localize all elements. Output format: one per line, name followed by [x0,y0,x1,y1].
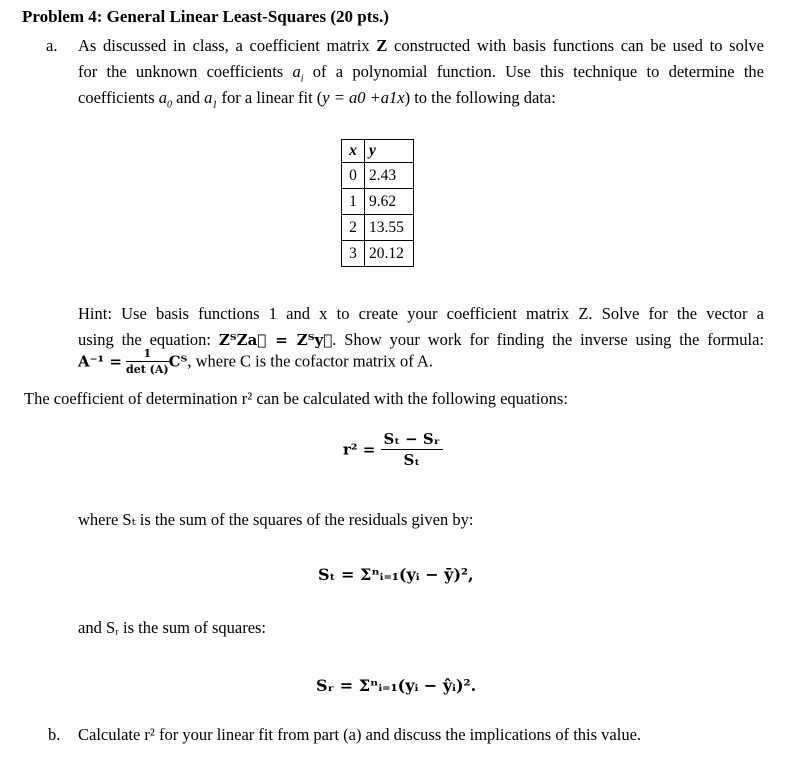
r2-intro: The coefficient of determination r² can be calculated with the following equations: [24,389,568,408]
part-a-label: a. [46,36,58,55]
part-a-line-1: As discussed in class, a coefficient matrix Z constructed with basis functions can be used to solve [78,36,764,55]
table-row [342,215,414,241]
sr-intro: and Sᵣ is the sum of squares: [78,618,267,637]
part-b-label: b. [48,725,61,744]
table-cell-y: 20.12 [365,241,414,267]
r2-fraction: $\frac{\text{Sₜ − Sᵣ}}{\text{Sₜ}}$ [381,430,443,469]
table-cell-x: 0 [342,163,365,189]
table-cell-x: 3 [342,241,365,267]
table-row [342,241,414,267]
st-equation: Sₜ = Σⁿᵢ₌₁(yᵢ − ȳ)², [318,565,474,584]
table-cell-x: 1 [342,189,365,215]
sr-equation: Sᵣ = Σⁿᵢ₌₁(yᵢ − ŷᵢ)². [316,676,477,695]
table-cell-y: 2.43 [365,163,414,189]
normal-equation: ZᵀZa⃗ = Zᵀy⃗ [218,331,333,349]
inverse-fraction: $\frac{1}{\det (A)}$ [126,347,169,376]
matrix-z: Z [376,36,388,55]
hint-line-2: using the equation: ZᵀZa⃗ = Zᵀy⃗. Show your work for finding the inverse using the formula: [78,330,765,349]
table-row [342,163,414,189]
table-cell-x: 2 [342,215,365,241]
hint-line-3: A⁻¹ = $\frac{1}{\det (A)}$ Cᵀ, where C is the cofactor matrix of A. [78,347,433,376]
table-header-row [342,140,414,163]
r2-equation: r² = $\frac{\text{Sₜ − Sᵣ}}{\text{Sₜ}}$ [343,430,443,469]
part-a-line-3: coefficients $a_0$ and $a_1$ for a linear fit (y = a0 +a1x) to the following data: [78,88,556,111]
table-header-x: x [342,140,365,163]
part-a-line-2: for the unknown coefficients $a_i$ of a polynomial function. Use this technique to determine the [78,62,764,85]
linear-fit-equation: y = a0 +a1x [322,88,405,107]
table-cell-y: 9.62 [365,189,414,215]
table-cell-y: 13.55 [365,215,414,241]
hint-line-1: Hint: Use basis functions 1 and x to create your coefficient matrix Z. Solve for the vector a [78,304,764,323]
part-b-text: Calculate r² for your linear fit from part (a) and discuss the implications of this value. [78,725,642,744]
data-table [341,139,414,267]
problem-title: Problem 4: General Linear Least-Squares (20 pts.) [22,7,389,26]
st-intro: where Sₜ is the sum of the squares of the residuals given by: [78,510,474,529]
table-row [342,189,414,215]
table-header-y: y [365,140,414,163]
